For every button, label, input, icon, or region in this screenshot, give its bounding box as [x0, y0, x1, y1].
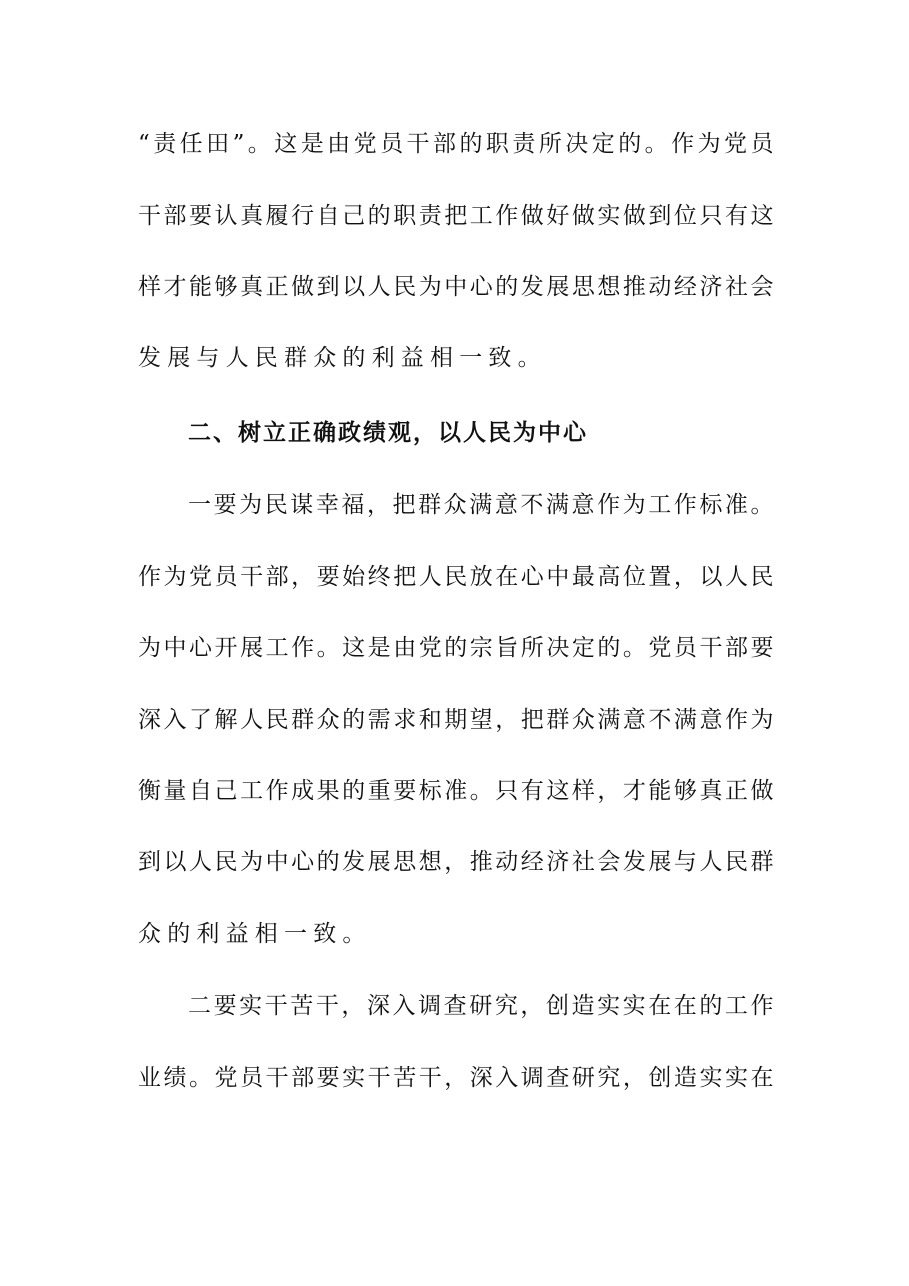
paragraph-line: 为中心开展工作。这是由党的宗旨所决定的。党员干部要 — [138, 635, 774, 661]
paragraph-line: 干部要认真履行自己的职责把工作做好做实做到位只有这 — [138, 203, 774, 229]
paragraph-line: 样才能够真正做到以人民为中心的发展思想推动经济社会 — [138, 274, 774, 300]
paragraph-line: “责任田”。这是由党员干部的职责所决定的。作为党员 — [138, 131, 774, 157]
paragraph-line: 众的利益相一致。 — [138, 921, 372, 947]
paragraph-line: 发展与人民群众的利益相一致。 — [138, 345, 547, 371]
paragraph-line: 一要为民谋幸福，把群众满意不满意作为工作标准。 — [188, 492, 774, 518]
paragraph-line: 衡量自己工作成果的重要标准。只有这样，才能够真正做 — [138, 778, 774, 804]
paragraph-line: 到以人民为中心的发展思想，推动经济社会发展与人民群 — [138, 849, 774, 875]
paragraph-line: 业绩。党员干部要实干苦干，深入调查研究，创造实实在 — [138, 1065, 774, 1091]
paragraph-line: 二要实干苦干，深入调查研究，创造实实在在的工作 — [188, 993, 774, 1019]
paragraph-line: 深入了解人民群众的需求和期望，把群众满意不满意作为 — [138, 707, 774, 733]
section-heading: 二、树立正确政绩观，以人民为中心 — [188, 420, 588, 446]
paragraph-line: 作为党员干部，要始终把人民放在心中最高位置，以人民 — [138, 564, 774, 590]
